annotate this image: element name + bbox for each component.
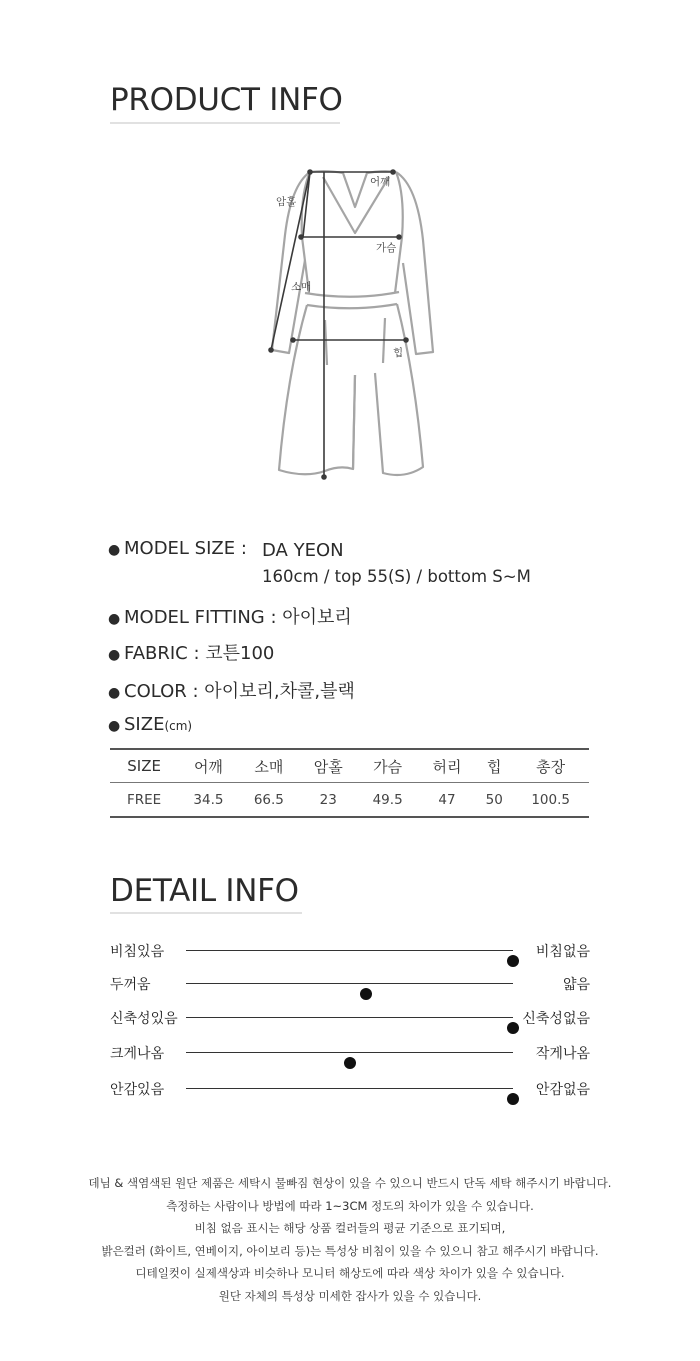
bullet-icon: ● (108, 718, 121, 734)
color-row (108, 677, 355, 703)
size-table (110, 748, 589, 818)
note-line: 데님 & 색염색된 원단 제품은 세탁시 물빠짐 현상이 있을 수 있으니 반드시 단독 세탁 해주시기 바랍니다. (88, 1176, 612, 1190)
scale-row-fit (110, 1041, 590, 1063)
label-chest: 가슴 (376, 242, 397, 254)
table-row (110, 783, 589, 818)
scale-left-label: 두꺼움 (110, 977, 151, 993)
fabric-text: FABRIC : 코튼100 (124, 643, 275, 664)
scale-row-sheerness (110, 939, 590, 961)
model-detail: 160cm / top 55(S) / bottom S~M (262, 567, 531, 586)
header-cell: 어깨 (178, 749, 238, 783)
scale-marker (344, 1057, 356, 1069)
scale-track (186, 1052, 513, 1053)
care-notes (0, 1172, 700, 1307)
size-label: SIZE (124, 714, 165, 735)
scale-right-label: 안감없음 (535, 1082, 590, 1098)
scale-marker (507, 1093, 519, 1105)
bullet-icon: ● (108, 611, 121, 627)
size-heading-row (108, 714, 192, 735)
label-sleeve: 소매 (291, 281, 312, 293)
table-cell: 47 (418, 783, 476, 818)
note-line: 원단 자체의 특성상 미세한 잡사가 있을 수 있습니다. (218, 1288, 482, 1303)
label-hip: 힙 (393, 347, 404, 359)
header-cell: SIZE (110, 749, 178, 783)
note-line: 밝은컬러 (화이트, 연베이지, 아이보리 등)는 특성상 비침이 있을 수 있으니 참고 해주시기 바랍니다. (101, 1243, 599, 1258)
header-cell: 가슴 (357, 749, 417, 783)
bullet-icon: ● (108, 542, 121, 558)
scale-track (186, 1088, 513, 1089)
note-line: 비침 없음 표시는 해당 상품 컬러들의 평균 기준으로 표기되며, (194, 1221, 506, 1235)
scale-left-label: 크게나옴 (110, 1046, 165, 1062)
scale-left-label: 안감있음 (110, 1082, 165, 1098)
table-cell: 49.5 (357, 783, 417, 818)
table-cell: FREE (110, 783, 178, 818)
note-line: 디테일컷이 실제색상과 비슷하나 모니터 해상도에 따라 색상 차이가 있을 수 있습니다. (135, 1266, 565, 1280)
scale-left-label: 신축성있음 (110, 1011, 178, 1027)
table-cell: 100.5 (512, 783, 589, 818)
model-name: DA YEON (262, 540, 344, 561)
model-fitting-text: MODEL FITTING : 아이보리 (124, 607, 352, 628)
header-cell: 총장 (512, 749, 589, 783)
header-cell: 힙 (476, 749, 512, 783)
scale-track (186, 950, 513, 951)
scale-row-thickness (110, 972, 590, 994)
product-info-underline (110, 122, 340, 124)
scale-left-label: 비침있음 (110, 944, 165, 960)
scale-track (186, 983, 513, 984)
scale-right-label: 비침없음 (535, 944, 590, 960)
scale-track (186, 1017, 513, 1018)
header-cell: 허리 (418, 749, 476, 783)
model-size-label: MODEL SIZE : (124, 538, 247, 559)
header-cell: 소매 (239, 749, 299, 783)
scale-marker (507, 1022, 519, 1034)
bullet-icon: ● (108, 647, 121, 663)
table-cell: 34.5 (178, 783, 238, 818)
size-table-header (110, 749, 589, 783)
label-armhole: 암홀 (276, 196, 297, 208)
note-line: 측정하는 사람이나 방법에 따라 1~3CM 정도의 차이가 있을 수 있습니다. (166, 1198, 534, 1213)
scale-right-label: 얇음 (562, 977, 590, 993)
scale-row-stretch (110, 1006, 590, 1028)
fabric-row (108, 639, 274, 665)
dress-measurement-diagram (265, 165, 440, 490)
scale-row-lining (110, 1077, 590, 1099)
scale-marker (360, 988, 372, 1000)
label-shoulder: 어깨 (370, 176, 391, 188)
detail-info-underline (110, 912, 302, 914)
scale-right-label: 신축성없음 (522, 1011, 590, 1027)
table-cell: 66.5 (239, 783, 299, 818)
scale-right-label: 작게나옴 (535, 1046, 590, 1062)
bullet-icon: ● (108, 685, 121, 701)
table-cell: 50 (476, 783, 512, 818)
color-text: COLOR : 아이보리,차콜,블랙 (124, 681, 355, 702)
header-cell: 암홀 (299, 749, 357, 783)
table-cell: 23 (299, 783, 357, 818)
model-size-row (108, 538, 247, 559)
size-unit: (cm) (164, 719, 193, 733)
product-info-title: PRODUCT INFO (110, 82, 343, 118)
model-fitting-row (108, 603, 352, 629)
detail-info-title: DETAIL INFO (110, 873, 299, 909)
scale-marker (507, 955, 519, 967)
